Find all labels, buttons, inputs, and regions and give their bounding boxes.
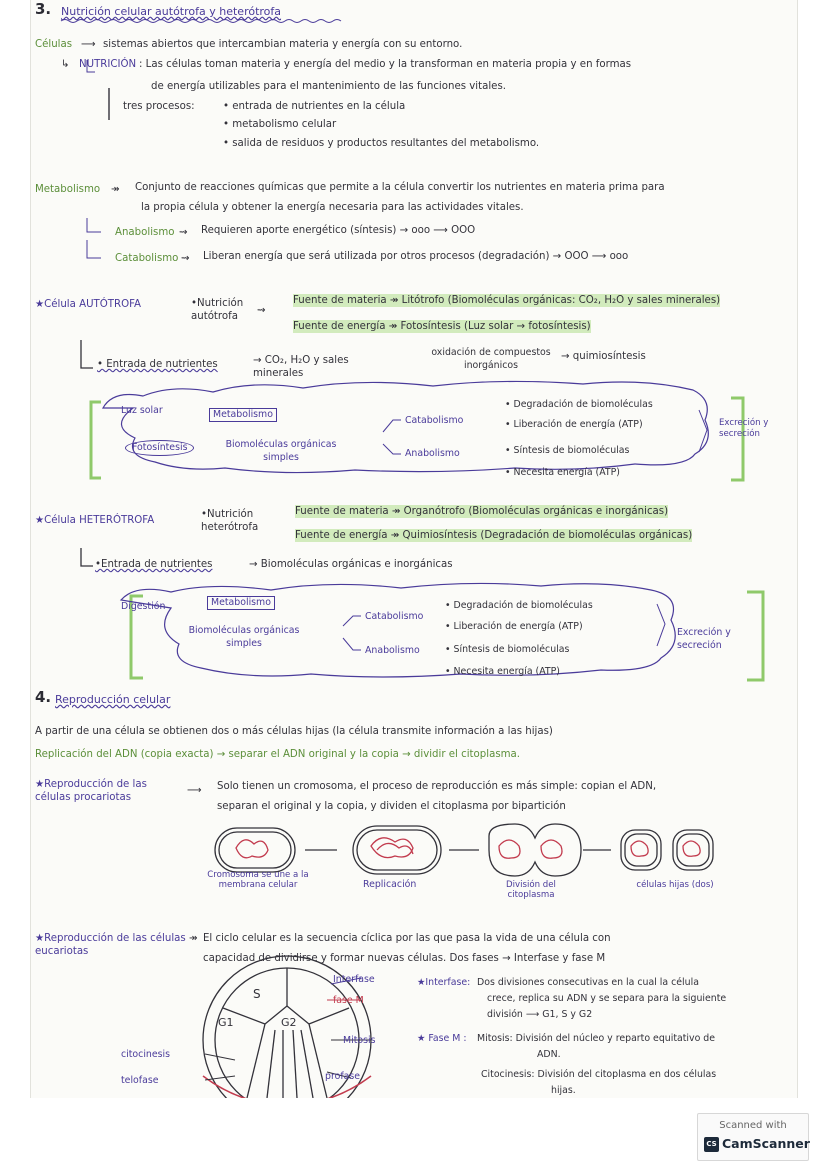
interfase-def-line: Dos divisiones consecutivas en la cual la célula (477, 977, 699, 988)
arrow-icon: ↠ (111, 184, 120, 195)
division-step-label: células hijas (dos) (636, 880, 714, 890)
excrecion-label: Excreción y secreción (677, 627, 731, 651)
catabolismo-text: Liberan energía que será utilizada por otros procesos (degradación) → OOO ⟶ ooo (203, 251, 629, 262)
interfase-def-line: crece, replica su ADN y se separa para la siguiente (487, 993, 727, 1004)
fotosintesis-oval: Fotosíntesis (125, 440, 194, 456)
heterotrofa-nutricion: •Nutrición heterótrofa (201, 509, 259, 533)
heterotrofa-fuente-materia: Fuente de materia ↠ Organótrofo (Biomoléculas orgánicas e inorgánicas) (295, 506, 669, 517)
anabolismo-label: Anabolismo (405, 448, 460, 459)
profase-label: profase (325, 1071, 361, 1082)
section-4-title: Reproducción celular (55, 693, 171, 706)
fase-m-arrow-label: fase M (333, 995, 364, 1006)
proceso-item: • entrada de nutrientes en la célula (223, 101, 406, 112)
division-step-label: Replicación (363, 879, 417, 890)
biomoleculas-label: Biomoléculas orgánicas simples (188, 625, 300, 649)
citocinesis-def-line: Citocinesis: División del citoplasma en dos células (481, 1069, 717, 1080)
nutricion-text-2: de energía utilizables para el mantenimiento de las funciones vitales. (151, 81, 506, 92)
procariotas-text-2: separan el original y la copia, y dividen el citoplasma por bipartición (217, 801, 566, 812)
autotrofa-entrada-value: → CO₂, H₂O y sales minerales (253, 355, 349, 379)
metabolismo-box: Metabolismo (207, 596, 275, 610)
reproduccion-line-2: Replicación del ADN (copia exacta) → separar el ADN original y la copia → dividir el citoplasma. (35, 749, 521, 760)
catabolismo-item: • Degradación de biomoléculas (445, 600, 593, 611)
metabolismo-label: Metabolismo (35, 184, 101, 195)
anabolismo-label: Anabolismo (365, 645, 420, 656)
celulas-text: sistemas abiertos que intercambian materia y energía con su entorno. (103, 39, 463, 50)
arrow-icon: ↠ (189, 933, 198, 944)
telofase-label: telofase (121, 1075, 159, 1086)
eucariotas-text-1: El ciclo celular es la secuencia cíclica por las que pasa la vida de una célula con (203, 933, 611, 944)
cycle-g2-label: G2 (281, 1016, 297, 1029)
heterotrofa-entrada-value: → Biomoléculas orgánicas e inorgánicas (249, 559, 453, 570)
biomoleculas-label: Biomoléculas orgánicas simples (225, 439, 337, 463)
metabolismo-text-2: la propia célula y obtener la energía necesaria para las actividades vitales. (141, 202, 524, 213)
catabolismo-label: Catabolismo (405, 415, 464, 426)
catabolismo-item: • Liberación de energía (ATP) (505, 419, 643, 430)
eucariotas-text-2: capacidad de dividirse y formar nuevas células. Dos fases → Interfase y fase M (203, 953, 606, 964)
tres-procesos-label: tres procesos: (123, 101, 195, 112)
wavy-arrow-icon: ⇝ (257, 305, 266, 316)
anabolismo-text: Requieren aporte energético (síntesis) → ooo ⟶ OOO (201, 225, 476, 236)
return-arrow-icon: ↳ (61, 59, 70, 70)
catabolismo-item: • Degradación de biomoléculas (505, 399, 653, 410)
mitosis-label: Mitosis (343, 1035, 376, 1046)
arrow-icon: ⟶ (81, 39, 96, 50)
heterotrofa-entrada-label: •Entrada de nutrientes (95, 559, 213, 570)
reproduccion-line-1: A partir de una célula se obtienen dos o más células hijas (la célula transmite información a las hijas) (35, 726, 553, 737)
division-step-label: Cromosoma se une a la membrana celular (207, 870, 309, 890)
arrow-icon: ⟶ (187, 785, 202, 796)
section-3-number: 3. (35, 0, 52, 18)
notebook-page (30, 0, 798, 1098)
proceso-item: • metabolismo celular (223, 119, 337, 130)
cycle-s-label: S (253, 987, 261, 1001)
quimiosintesis-label: → quimiosíntesis (561, 351, 646, 362)
interfase-def-label: ★Interfase: (417, 977, 471, 988)
proceso-item: • salida de residuos y productos resultantes del metabolismo. (223, 138, 540, 149)
anabolismo-label: Anabolismo (115, 227, 175, 238)
scanned-with-label: Scanned with (719, 1120, 787, 1131)
camscanner-badge (697, 1113, 809, 1161)
autotrofa-entrada-label: • Entrada de nutrientes (97, 359, 218, 370)
celulas-label: Células (35, 39, 73, 50)
section-4-number: 4. (35, 688, 52, 706)
nutricion-text-1: : Las células toman materia y energía del medio y la transforman en materia propia y en formas (139, 59, 632, 70)
fase-m-def-line: Mitosis: División del núcleo y reparto equitativo de (477, 1033, 716, 1044)
heterotrofa-label: ★Célula HETERÓTROFA (35, 515, 155, 526)
autotrofa-nutricion: •Nutrición autótrofa (191, 298, 244, 322)
citocinesis-label: citocinesis (121, 1049, 171, 1060)
procariotas-label: ★Reproducción de las células procariotas (35, 779, 147, 803)
autotrofa-fuente-materia: Fuente de materia ↠ Litótrofo (Biomoléculas orgánicas: CO₂, H₂O y sales minerales) (293, 295, 721, 306)
section-3-title: Nutrición celular autótrofa y heterótrofa (61, 5, 282, 18)
wavy-arrow-icon: ⇝ (181, 253, 190, 264)
anabolismo-item: • Necesita energía (ATP) (445, 666, 560, 677)
division-step-label: División del citoplasma (506, 880, 556, 900)
eucariotas-label: ★Reproducción de las células eucariotas (35, 933, 186, 957)
interfase-def-line: división ⟶ G1, S y G2 (487, 1009, 593, 1020)
anabolismo-item: • Síntesis de biomoléculas (505, 445, 630, 456)
heterotrofa-fuente-energia: Fuente de energía ↠ Quimiosíntesis (Degradación de biomoléculas orgánicas) (295, 530, 693, 541)
oxidacion-compuestos: oxidación de compuestos inorgánicos (431, 347, 551, 371)
anabolismo-item: • Síntesis de biomoléculas (445, 644, 570, 655)
procariotas-text-1: Solo tienen un cromosoma, el proceso de reproducción es más simple: copian el ADN, (217, 781, 657, 792)
catabolismo-label: Catabolismo (115, 253, 179, 264)
interfase-arrow-label: Interfase (333, 974, 375, 985)
fase-m-def-label: ★ Fase M : (417, 1033, 467, 1044)
camscanner-name: CamScanner (722, 1136, 810, 1151)
fase-m-def-line: ADN. (537, 1049, 561, 1060)
autotrofa-fuente-energia: Fuente de energía ↠ Fotosíntesis (Luz solar → fotosíntesis) (293, 321, 591, 332)
autotrofa-label: ★Célula AUTÓTROFA (35, 299, 141, 310)
nutricion-label: NUTRICIÓN (79, 59, 137, 70)
luz-solar-label: Luz solar (121, 405, 163, 416)
digestion-label: Digestión (121, 601, 166, 612)
wavy-arrow-icon: ⇝ (179, 227, 188, 238)
anabolismo-item: • Necesita energía (ATP) (505, 467, 620, 478)
camscanner-logo-icon: CS (704, 1137, 719, 1152)
catabolismo-item: • Liberación de energía (ATP) (445, 621, 583, 632)
cycle-g1-label: G1 (218, 1016, 234, 1029)
citocinesis-def-line: hijas. (551, 1085, 576, 1096)
catabolismo-label: Catabolismo (365, 611, 424, 622)
excrecion-label: Excreción y secreción (719, 418, 769, 439)
metabolismo-box: Metabolismo (209, 408, 277, 422)
metabolismo-text-1: Conjunto de reacciones químicas que permite a la célula convertir los nutrientes en materia prima para (135, 182, 665, 193)
